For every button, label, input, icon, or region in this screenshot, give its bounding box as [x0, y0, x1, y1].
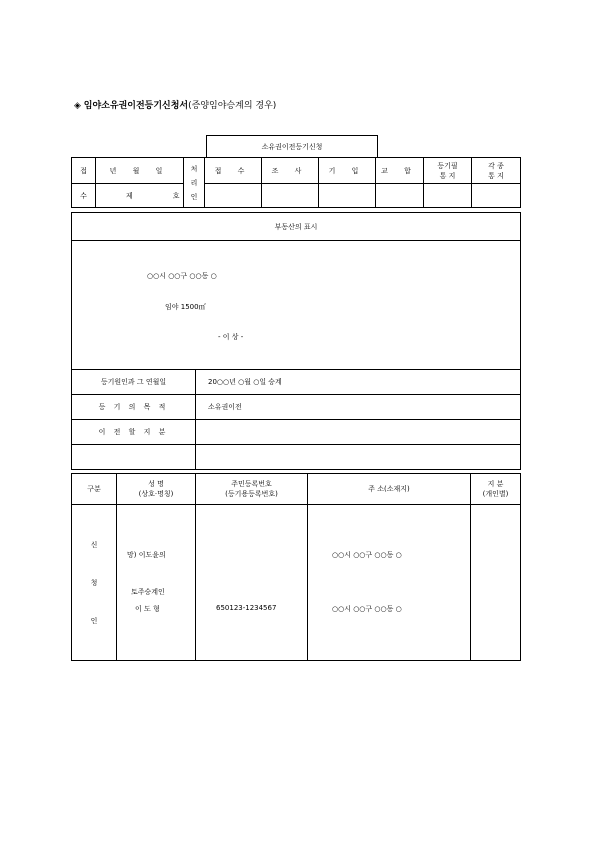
- title-sub: (증양임야승계의 경우): [188, 101, 277, 111]
- various-notice-cell: 각 종 통 지: [472, 158, 521, 184]
- applicant-name-cell: [117, 505, 196, 661]
- josa-blank: [262, 184, 319, 208]
- gyohap-blank: [376, 184, 424, 208]
- applicant-name3: 이 도 형: [135, 605, 160, 613]
- diamond-marker-icon: ◈: [74, 101, 81, 111]
- su-cell: 수: [72, 184, 96, 208]
- property-heading: 부동산의 표시: [72, 213, 521, 241]
- info-value-blank: [196, 445, 521, 470]
- applicant-name1: 망) 이도윤의: [127, 551, 166, 559]
- applicant-name2: 토주승계인: [131, 588, 165, 596]
- property-body: [72, 241, 521, 370]
- info-value-share: [196, 420, 521, 445]
- property-end: - 이 상 -: [218, 333, 244, 341]
- gakjong-blank: [472, 184, 521, 208]
- info-label-blank: [72, 445, 196, 470]
- applicant-share-cell: [471, 505, 521, 661]
- jeop-cell: 접: [72, 158, 96, 184]
- gyohap-cell: 교 합: [376, 158, 424, 184]
- reception-table: [71, 157, 521, 208]
- name-header: 성 명 (상호·명칭): [117, 474, 196, 505]
- document-title: [74, 98, 276, 111]
- info-label-cause: 등기원인과 그 연월일: [72, 370, 196, 395]
- gubun-header: 구분: [72, 474, 117, 505]
- applicant-side-label: 신 청 인: [72, 505, 117, 661]
- deunggi-blank: [424, 184, 472, 208]
- applicant-address-cell: [308, 505, 471, 661]
- je-ho-cell: 제 호: [96, 184, 184, 208]
- giip-cell: 기 입: [319, 158, 376, 184]
- giip-blank: [319, 184, 376, 208]
- address-header: 주 소(소재지): [308, 474, 471, 505]
- info-label-purpose: 등 기 의 목 적: [72, 395, 196, 420]
- applicant-address1: ○○시 ○○구 ○○동 ○: [332, 551, 402, 559]
- jeopsu-cell: 접 수: [205, 158, 262, 184]
- applicant-table: [71, 473, 521, 661]
- info-value-cause: 20○○년 ○월 ○일 승계: [196, 370, 521, 395]
- registration-label-box: [206, 135, 378, 158]
- applicant-address2: ○○시 ○○구 ○○동 ○: [332, 605, 402, 613]
- applicant-id-cell: [196, 505, 308, 661]
- registration-label: 소유권이전등기신청: [261, 143, 323, 151]
- jeopsu-blank: [205, 184, 262, 208]
- deunggi-notice-cell: 등기필 통 지: [424, 158, 472, 184]
- id-header: 주민등록번호 (등기용등록번호): [196, 474, 308, 505]
- share-header: 지 분 (개인별): [471, 474, 521, 505]
- josa-cell: 조 사: [262, 158, 319, 184]
- info-label-share: 이 전 할 지 분: [72, 420, 196, 445]
- property-table: [71, 212, 521, 470]
- title-main: 임야소유권이전등기신청서: [83, 101, 189, 111]
- property-land: 임야 1500㎡: [165, 303, 206, 311]
- applicant-id: 650123-1234567: [216, 604, 277, 612]
- date-cell: 년 월 일: [96, 158, 184, 184]
- info-value-purpose: 소유권이전: [196, 395, 521, 420]
- property-address: ○○시 ○○구 ○○동 ○: [147, 272, 217, 280]
- cheori-cell: 처리인: [184, 158, 205, 208]
